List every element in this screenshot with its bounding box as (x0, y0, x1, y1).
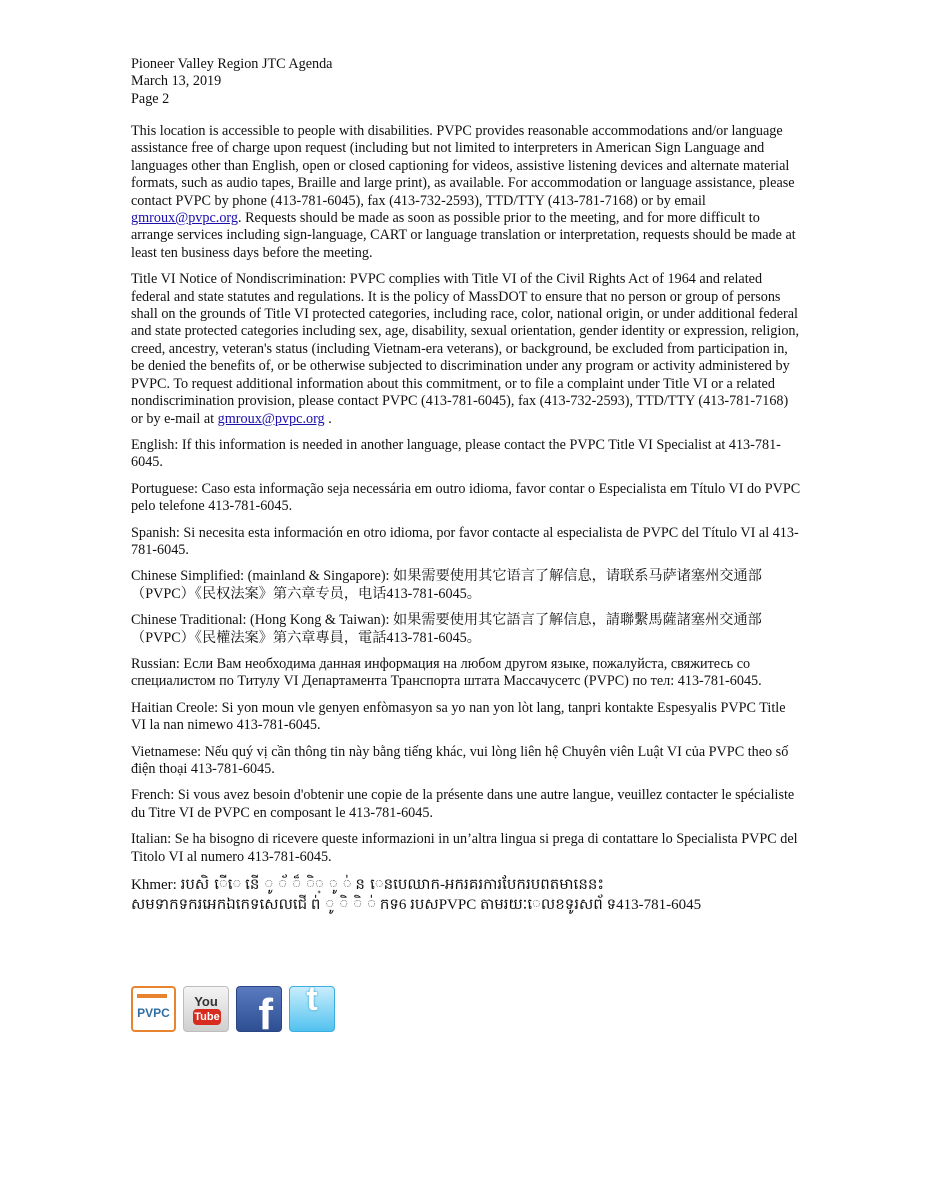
twitter-icon[interactable] (289, 986, 335, 1032)
accessibility-text-1: This location is accessible to people with disabilities. PVPC provides reasonable accommodations and/or language assistance free of charge upon request (including but not limited to interpreters in American Sign Language and languages other than English, open or closed captioning for videos, assistive listening devices and alternate material formats, such as audio tapes, Braille and large print), as available. For accommodation or language assistance, please contact PVPC by phone (413-781-6045), fax (413-732-2593), TTD/TTY (413-781-7168) or by email (131, 123, 795, 209)
facebook-glyph: f (258, 990, 273, 1032)
email-link[interactable]: gmroux@pvpc.org (217, 410, 325, 427)
agenda-date: March 13, 2019 (131, 73, 222, 90)
title-vi-text-2: . (324, 410, 332, 427)
agenda-title: Pioneer Valley Region JTC Agenda (131, 56, 333, 72)
language-russian: Russian: Если Вам необходима данная информация на любом другом языке, пожалуйста, свяжитесь со специалистом по Титулу VI Департамента Транспорта штата Массачусетс (PVPC) по тел: 413-781-6045. (131, 655, 762, 690)
pvpc-logo-icon[interactable] (131, 986, 176, 1032)
youtube-tube-text: Tube (194, 1011, 220, 1023)
language-italian: Italian: Se ha bisogno di ricevere queste informazioni in un’altra lingua si prega di contattare lo Specialista PVPC del Titolo VI al numero 413-781-6045. (131, 831, 798, 865)
language-portuguese: Portuguese: Caso esta informação seja necessária em outro idioma, favor contar o Especialista em Título VI do PVPC pelo telefone 413-781-6045. (131, 480, 801, 515)
language-french: French: Si vous avez besoin d'obtenir une copie de la présente dans une autre langue, veuillez contacter le spécialiste du Titre VI de PVPC en composant le 413-781-6045. (131, 787, 795, 821)
page-number: Page 2 (131, 90, 170, 107)
social-icons-row (131, 986, 335, 1032)
facebook-icon[interactable] (236, 986, 282, 1032)
email-link[interactable]: gmroux@pvpc.org (131, 210, 238, 227)
youtube-you-text: You (194, 994, 218, 1009)
language-spanish: Spanish: Si necesita esta información en otro idioma, por favor contacte al especialista de PVPC del Título VI al 413-781-6045. (131, 524, 799, 558)
document-body (131, 123, 801, 924)
language-khmer (131, 875, 801, 915)
title-vi-paragraph (131, 271, 801, 428)
twitter-glyph: t (306, 986, 318, 1018)
pvpc-logo-bar (137, 994, 167, 998)
language-vietnamese: Vietnamese: Nếu quý vị cần thông tin này bằng tiếng khác, vui lòng liên hệ Chuyên viên Luật VI của PVPC theo số điện thoại 413-781-6045. (131, 743, 789, 777)
pvpc-logo-label: PVPC (137, 1005, 170, 1020)
khmer-line-1: Khmer: របសិ ើេ នើ ូ ័ ៏ ិ្ ូ ់ ន េនបេឈាក-អករគរការបែករបពតមានេនះ (131, 877, 604, 894)
language-chinese-simplified: Chinese Simplified: (mainland & Singapore): 如果需要使用其它语言了解信息，请联系马萨诸塞州交通部 （PVPC）《民权法案》第六章专员，电话413-781-6045。 (131, 568, 762, 602)
accessibility-paragraph (131, 123, 801, 262)
language-english: English: If this information is needed in another language, please contact the PVPC Title VI Specialist at 413-781-6045. (131, 436, 781, 471)
accessibility-text-2: . Requests should be made as soon as possible prior to the meeting, and for more difficult to arrange services including sign-language, CART or language translation or interpretation, requests should be made at least ten business days before the meeting. (131, 210, 796, 261)
language-chinese-traditional: Chinese Traditional: (Hong Kong & Taiwan): 如果需要使用其它語言了解信息，請聯繫馬薩諸塞州交通部 （PVPC）《民權法案》第六章專員，電話413-781-6045。 (131, 612, 762, 646)
youtube-icon[interactable] (183, 986, 229, 1032)
language-haitian-creole: Haitian Creole: Si yon moun vle genyen enfòmasyon sa yo nan yon lòt lang, tanpri kontakte Espesyalis PVPC Title VI la nan nimewo 413-781-6045. (131, 699, 786, 734)
title-vi-text-1: Title VI Notice of Nondiscrimination: PVPC complies with Title VI of the Civil Rights Act of 1964 and related federal and state statutes and regulations. It is the policy of MassDOT to ensure that no person or group of persons shall on the grounds of Title VI protected categories, including race, color, national origin, or under additional federal and state protected categories including sex, age, disability, sexual orientation, gender identity or expression, religion, creed, ancestry, veteran's status (including Vietnam-era veterans), or background, be excluded from participation in, be denied the benefits of, or be otherwise subjected to discrimination under any program or activity administered by PVPC. To request additional information about this commitment, or to file a complaint under Title VI or a related nondiscrimination provision, please contact PVPC (413-781-6045), fax (413-732-2593), TTD/TTY (413-781-7168) or by e-mail at (131, 271, 800, 427)
khmer-line-2: សមទាកទករអេកឯកេទសេលជើ ព់ ូ ិ ិ ់ កទ6 របសPVPC តាមរយៈេលខទូរសព័ ទ413-781-6045 (131, 897, 702, 914)
page-header (131, 56, 811, 108)
